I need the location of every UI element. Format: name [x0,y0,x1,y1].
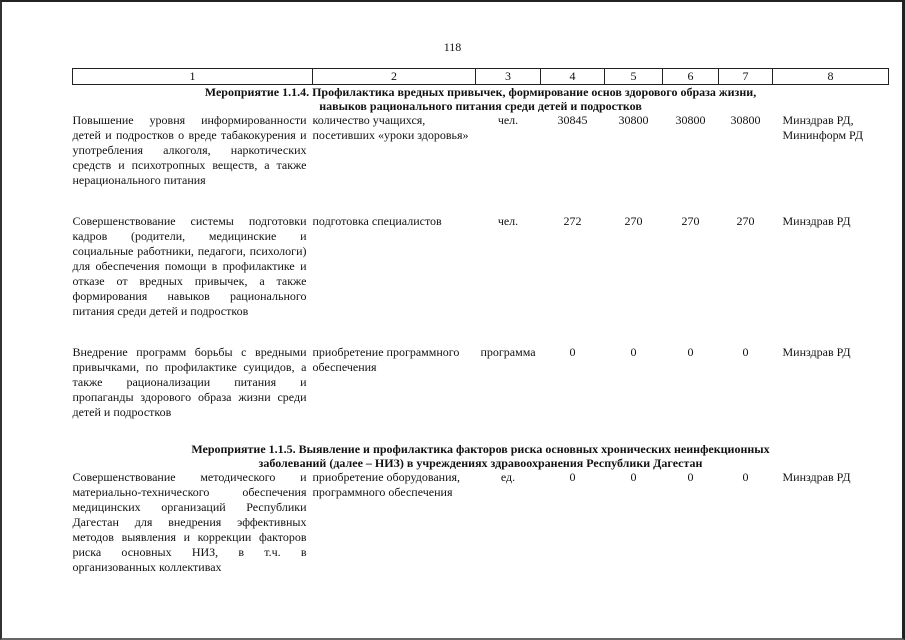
indicator-cell: приобретение оборудования, программного обеспечения [312,470,461,499]
responsible-cell: Минздрав РД [782,470,851,484]
indicator-cell: подготовка специалистов [312,214,442,228]
value-cell: 0 [687,345,694,359]
activity-cell: Внедрение программ борьбы с вредными привычками, по профилактике суицидов, а также рационализации питания и пропаганды здорового образа жизни среди детей и подростков [72,345,307,419]
table-row [73,345,889,420]
row-spacer [73,319,889,345]
section-title [73,85,889,114]
table-row [73,113,889,188]
program-table [72,68,889,575]
section-title-line: заболеваний (далее – НИЗ) в учреждениях здравоохранения Республики Дагестан [258,456,703,470]
value-cell: 270 [681,214,700,228]
value-cell: 270 [624,214,643,228]
value-cell: 0 [742,345,749,359]
responsible-cell: Минздрав РД [782,214,851,228]
value-cell: 30845 [557,113,588,127]
value-cell: 30800 [730,113,761,127]
column-number: 6 [663,69,719,85]
section-title-line: навыков рационального питания среди детей и подростков [319,99,642,113]
indicator-cell: приобретение программного обеспечения [312,345,460,374]
column-number-row [73,69,889,85]
value-cell: 30800 [618,113,649,127]
spacer-cell [73,420,889,442]
activity-cell: Совершенствование методического и материально-технического обеспечения медицинских организаций Республики Дагестан для внедрения эффективных методов выявления и коррекции факторов риска основных НИЗ, в т.ч. в организованных коллективах [72,470,307,574]
page-number: 118 [443,40,462,54]
unit-cell: ед. [500,470,516,484]
column-number: 7 [719,69,773,85]
activity-cell: Повышение уровня информированности детей и подростков о вреде табакокурения и употребления алкоголя, наркотических средств и психотропных веществ, а также нерационального питания [72,113,307,187]
column-number: 5 [605,69,663,85]
section-header-row [73,442,889,470]
table-row [73,214,889,319]
column-number: 4 [541,69,605,85]
value-cell: 0 [742,470,749,484]
value-cell: 0 [630,345,637,359]
unit-cell: чел. [497,214,519,228]
table-row [73,470,889,575]
column-number: 3 [476,69,541,85]
indicator-cell: количество учащихся, посетивших «уроки здоровья» [312,113,469,142]
value-cell: 270 [736,214,755,228]
row-spacer [73,188,889,214]
responsible-cell: Минздрав РД, Мининформ РД [782,113,864,142]
section-header-row [73,85,889,114]
column-number: 8 [773,69,889,85]
column-number: 2 [313,69,476,85]
row-spacer [73,420,889,442]
spacer-cell [73,319,889,345]
activity-cell: Совершенствование системы подготовки кадров (родители, медицинские и социальные работники, педагоги, психологи) для обеспечения помощи в профилактике и отказе от вредных привычек, а также формирования навыков рационального питания среди детей и подростков [72,214,307,318]
value-cell: 0 [569,470,576,484]
value-cell: 0 [687,470,694,484]
value-cell: 0 [630,470,637,484]
value-cell: 30800 [675,113,706,127]
section-title [73,442,889,470]
spacer-cell [73,188,889,214]
section-title-line: Мероприятие 1.1.5. Выявление и профилактика факторов риска основных хронических неинфекционных [191,442,770,456]
responsible-cell: Минздрав РД [782,345,851,359]
column-number: 1 [73,69,313,85]
value-cell: 272 [563,214,582,228]
unit-cell: чел. [497,113,519,127]
unit-cell: программа [480,345,536,359]
value-cell: 0 [569,345,576,359]
section-title-line: Мероприятие 1.1.4. Профилактика вредных привычек, формирование основ здорового образа жизни, [204,85,757,99]
